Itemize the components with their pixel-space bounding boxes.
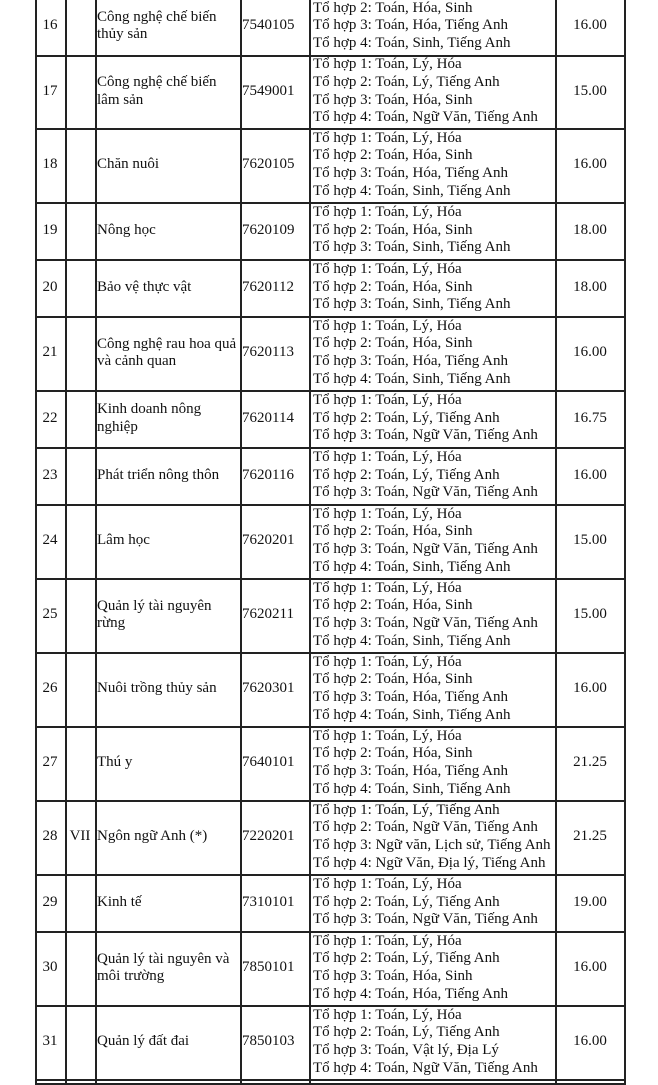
- group-cell: [65, 874, 95, 931]
- subject-combos-cell: [311, 447, 557, 504]
- table-row: [35, 504, 625, 578]
- row-number-cell: 29: [42, 893, 58, 910]
- table-row: [35, 55, 625, 128]
- subject-combo: Tổ hợp 2: Toán, Hóa, Sinh: [313, 597, 473, 614]
- score-cell: 16.00: [573, 1033, 607, 1050]
- major-code-cell: 7640101: [242, 754, 295, 771]
- table-row: [35, 259, 625, 316]
- score-cell: 16.00: [573, 959, 607, 976]
- row-number-cell: 28: [42, 828, 58, 845]
- major-name-cell: Công nghệ chế biến thủy sản: [97, 8, 217, 42]
- major-code-cell: 7620211: [242, 606, 294, 623]
- subject-combo: Tổ hợp 3: Toán, Hóa, Tiếng Anh: [313, 689, 508, 705]
- subject-combos-cell: [311, 504, 557, 578]
- group-cell: [65, 931, 95, 1005]
- subject-combos-cell: [311, 259, 557, 316]
- group-cell: [65, 55, 95, 128]
- subject-combo: Tổ hợp 4: Toán, Ngữ Văn, Tiếng Anh: [313, 109, 538, 126]
- subject-combo: Tổ hợp 3: Toán, Hóa, Tiếng Anh: [313, 353, 508, 369]
- subject-combo: Tổ hợp 1: Toán, Lý, Hóa: [313, 204, 462, 221]
- subject-combo: Tổ hợp 3: Toán, Ngữ Văn, Tiếng Anh: [313, 427, 538, 444]
- row-divider: [35, 1083, 625, 1085]
- row-number-cell: 22: [42, 409, 58, 426]
- group-cell: [65, 652, 95, 726]
- row-number-cell: 31: [42, 1033, 58, 1050]
- subject-combo: Tổ hợp 1: Toán, Lý, Tiếng Anh: [313, 801, 500, 818]
- subject-combos-cell: [311, 390, 557, 447]
- table-row: [35, 874, 625, 931]
- subject-combo: Tổ hợp 3: Toán, Sinh, Tiếng Anh: [313, 239, 511, 256]
- score-cell: 16.00: [573, 17, 607, 34]
- major-name-cell: Công nghệ rau hoa quả và cảnh quan: [97, 335, 237, 369]
- subject-combos-cell: [311, 726, 557, 800]
- major-code-cell: 7850103: [242, 1033, 295, 1050]
- subject-combo: Tổ hợp 2: Toán, Lý, Tiếng Anh: [313, 73, 500, 90]
- subject-combo: Tổ hợp 4: Toán, Sinh, Tiếng Anh: [313, 632, 511, 649]
- major-name-cell: Kinh doanh nông nghiệp: [97, 401, 202, 435]
- subject-combos-cell: [311, 316, 557, 390]
- subject-combo: Tổ hợp 2: Toán, Lý, Tiếng Anh: [313, 1024, 500, 1041]
- score-cell: 16.00: [573, 156, 607, 173]
- subject-combo: Tổ hợp 2: Toán, Lý, Tiếng Anh: [313, 466, 500, 483]
- subject-combo: Tổ hợp 2: Toán, Hóa, Sinh: [313, 147, 473, 164]
- subject-combo: Tổ hợp 4: Toán, Sinh, Tiếng Anh: [313, 370, 511, 387]
- subject-combos-cell: [311, 128, 557, 202]
- column-divider: [555, 0, 557, 1085]
- subject-combo: Tổ hợp 2: Toán, Ngữ Văn, Tiếng Anh: [313, 819, 538, 836]
- score-cell: 21.25: [573, 828, 607, 845]
- subject-combo: Tổ hợp 3: Toán, Hóa, Sinh: [313, 968, 473, 984]
- subject-combos-cell: [311, 652, 557, 726]
- row-number-cell: 24: [42, 532, 58, 549]
- column-divider: [35, 0, 37, 1085]
- subject-combo: Tổ hợp 1: Toán, Lý, Hóa: [313, 56, 462, 73]
- score-cell: 18.00: [573, 278, 607, 295]
- major-name-cell: Quản lý tài nguyên rừng: [97, 597, 212, 631]
- subject-combo: Tổ hợp 1: Toán, Lý, Hóa: [313, 579, 462, 596]
- subject-combo: Tổ hợp 1: Toán, Lý, Hóa: [313, 876, 462, 893]
- major-name-cell: Bảo vệ thực vật: [97, 278, 192, 295]
- major-code-cell: 7620116: [242, 466, 294, 483]
- group-cell: [65, 390, 95, 447]
- row-number-cell: 30: [42, 959, 58, 976]
- score-cell: 21.25: [573, 754, 607, 771]
- subject-combo: Tổ hợp 1: Toán, Lý, Hóa: [313, 261, 462, 278]
- score-cell: 18.00: [573, 221, 607, 238]
- column-divider: [65, 0, 67, 1085]
- table-row: [35, 931, 625, 1005]
- major-name-cell: Kinh tế: [97, 893, 142, 910]
- subject-combo: Tổ hợp 3: Toán, Hóa, Sinh: [313, 91, 473, 108]
- row-number-cell: 18: [42, 156, 58, 173]
- subject-combo: Tổ hợp 3: Toán, Ngữ Văn, Tiếng Anh: [313, 484, 538, 501]
- table-row: [35, 202, 625, 259]
- subject-combo: Tổ hợp 1: Toán, Lý, Hóa: [313, 129, 462, 146]
- table-row: [35, 652, 625, 726]
- subject-combo: Tổ hợp 4: Toán, Sinh, Tiếng Anh: [313, 558, 511, 575]
- subject-combo: Tổ hợp 1: Toán, Lý, Hóa: [313, 317, 462, 334]
- row-number-cell: 21: [42, 344, 58, 361]
- group-cell: VII: [69, 828, 91, 845]
- subject-combo: Tổ hợp 2: Toán, Hóa, Sinh: [313, 671, 473, 688]
- row-number-cell: 16: [42, 17, 58, 34]
- group-cell: [65, 447, 95, 504]
- row-number-cell: 23: [42, 466, 58, 483]
- subject-combo: Tổ hợp 2: Toán, Hóa, Sinh: [313, 221, 473, 238]
- subject-combo: Tổ hợp 4: Ngữ Văn, Địa lý, Tiếng Anh: [313, 854, 546, 871]
- table-row: [35, 316, 625, 390]
- major-name-cell: Ngôn ngữ Anh (*): [97, 828, 208, 845]
- major-code-cell: 7540105: [242, 17, 295, 34]
- subject-combo: Tổ hợp 3: Toán, Ngữ Văn, Tiếng Anh: [313, 911, 538, 928]
- subject-combo: Tổ hợp 3: Toán, Ngữ Văn, Tiếng Anh: [313, 541, 538, 557]
- subject-combo: Tổ hợp 3: Toán, Vật lý, Địa Lý: [313, 1042, 499, 1058]
- subject-combo: Tổ hợp 4: Toán, Hóa, Tiếng Anh: [313, 985, 508, 1002]
- subject-combo: Tổ hợp 1: Toán, Lý, Hóa: [313, 932, 462, 949]
- major-code-cell: 7620114: [242, 409, 294, 426]
- subject-combos-cell: [311, 202, 557, 259]
- major-name-cell: Thú y: [97, 754, 133, 771]
- major-name-cell: Phát triển nông thôn: [97, 466, 220, 483]
- group-cell: [65, 578, 95, 652]
- major-code-cell: 7620301: [242, 680, 295, 697]
- major-name-cell: Nông học: [97, 221, 156, 238]
- subject-combo: Tổ hợp 2: Toán, Hóa, Sinh: [313, 745, 473, 762]
- row-number-cell: 25: [42, 606, 58, 623]
- subject-combo: Tổ hợp 2: Toán, Hóa, Sinh: [313, 335, 473, 352]
- score-cell: 15.00: [573, 82, 607, 99]
- subject-combo: Tổ hợp 1: Toán, Lý, Hóa: [313, 1006, 462, 1023]
- subject-combo: Tổ hợp 2: Toán, Hóa, Sinh: [313, 278, 473, 295]
- column-divider: [624, 0, 626, 1085]
- group-cell: [65, 726, 95, 800]
- table-row: [35, 0, 625, 55]
- score-cell: 16.75: [573, 409, 607, 426]
- table-row: [35, 128, 625, 202]
- subject-combo: Tổ hợp 4: Toán, Sinh, Tiếng Anh: [313, 706, 511, 723]
- major-name-cell: Lâm học: [97, 532, 150, 549]
- subject-combo: Tổ hợp 4: Toán, Ngữ Văn, Tiếng Anh: [313, 1059, 538, 1076]
- subject-combo: Tổ hợp 2: Toán, Lý, Tiếng Anh: [313, 950, 500, 967]
- group-cell: [65, 128, 95, 202]
- table-row: [35, 447, 625, 504]
- group-cell: [65, 0, 95, 55]
- subject-combo: Tổ hợp 4: Toán, Sinh, Tiếng Anh: [313, 34, 511, 51]
- group-cell: [65, 316, 95, 390]
- subject-combo: Tổ hợp 1: Toán, Lý, Hóa: [313, 727, 462, 744]
- major-code-cell: 7620109: [242, 221, 295, 238]
- subject-combos-cell: [311, 0, 557, 55]
- subject-combo: Tổ hợp 1: Toán, Lý, Hóa: [313, 449, 462, 466]
- group-cell: [65, 504, 95, 578]
- row-divider: [35, 1079, 625, 1081]
- subject-combo: Tổ hợp 3: Ngữ văn, Lịch sử, Tiếng Anh: [313, 837, 551, 853]
- major-code-cell: 7620113: [242, 344, 294, 361]
- row-number-cell: 19: [42, 221, 58, 238]
- group-cell: [65, 202, 95, 259]
- score-cell: 15.00: [573, 606, 607, 623]
- subject-combo: Tổ hợp 2: Toán, Lý, Tiếng Anh: [313, 893, 500, 910]
- row-number-cell: 26: [42, 680, 58, 697]
- subject-combo: Tổ hợp 3: Toán, Hóa, Tiếng Anh: [313, 165, 508, 181]
- major-name-cell: Nuôi trồng thủy sản: [97, 680, 217, 697]
- subject-combo: Tổ hợp 1: Toán, Lý, Hóa: [313, 505, 462, 522]
- column-divider: [309, 0, 311, 1085]
- table-row: [35, 800, 625, 874]
- subject-combo: Tổ hợp 2: Toán, Lý, Tiếng Anh: [313, 409, 500, 426]
- column-divider: [240, 0, 242, 1085]
- major-code-cell: 7549001: [242, 82, 295, 99]
- major-name-cell: Quản lý đất đai: [97, 1033, 190, 1050]
- subject-combo: Tổ hợp 1: Toán, Lý, Hóa: [313, 392, 462, 409]
- subject-combo: Tổ hợp 1: Toán, Lý, Hóa: [313, 653, 462, 670]
- group-cell: [65, 259, 95, 316]
- group-cell: [65, 1005, 95, 1079]
- subject-combo: Tổ hợp 4: Toán, Sinh, Tiếng Anh: [313, 182, 511, 199]
- column-divider: [95, 0, 97, 1085]
- row-number-cell: 17: [42, 82, 58, 99]
- score-cell: 19.00: [573, 893, 607, 910]
- table-row: [35, 1005, 625, 1079]
- row-number-cell: 27: [42, 754, 58, 771]
- major-code-cell: 7620105: [242, 156, 295, 173]
- major-code-cell: 7220201: [242, 828, 295, 845]
- subject-combo: Tổ hợp 2: Toán, Hóa, Sinh: [313, 0, 473, 16]
- row-number-cell: 20: [42, 278, 58, 295]
- score-cell: 16.00: [573, 466, 607, 483]
- subject-combo: Tổ hợp 3: Toán, Hóa, Tiếng Anh: [313, 17, 508, 34]
- subject-combos-cell: [311, 800, 557, 874]
- major-code-cell: 7620112: [242, 278, 294, 295]
- table-row: [35, 726, 625, 800]
- major-name-cell: Quản lý tài nguyên và môi trường: [97, 950, 230, 984]
- major-name-cell: Công nghệ chế biến lâm sản: [97, 74, 217, 108]
- subject-combo: Tổ hợp 2: Toán, Hóa, Sinh: [313, 523, 473, 540]
- subject-combo: Tổ hợp 4: Toán, Sinh, Tiếng Anh: [313, 780, 511, 797]
- subject-combos-cell: [311, 578, 557, 652]
- major-code-cell: 7620201: [242, 532, 295, 549]
- score-cell: 16.00: [573, 680, 607, 697]
- subject-combos-cell: [311, 931, 557, 1005]
- table-row: [35, 390, 625, 447]
- subject-combos-cell: [311, 1005, 557, 1079]
- subject-combos-cell: [311, 55, 557, 128]
- subject-combos-cell: [311, 874, 557, 931]
- major-code-cell: 7850101: [242, 959, 295, 976]
- subject-combo: Tổ hợp 3: Toán, Ngữ Văn, Tiếng Anh: [313, 615, 538, 631]
- table-row: [35, 578, 625, 652]
- subject-combo: Tổ hợp 3: Toán, Hóa, Tiếng Anh: [313, 763, 508, 779]
- score-cell: 15.00: [573, 532, 607, 549]
- major-name-cell: Chăn nuôi: [97, 156, 160, 173]
- subject-combo: Tổ hợp 3: Toán, Sinh, Tiếng Anh: [313, 296, 511, 313]
- score-cell: 16.00: [573, 344, 607, 361]
- major-code-cell: 7310101: [242, 893, 295, 910]
